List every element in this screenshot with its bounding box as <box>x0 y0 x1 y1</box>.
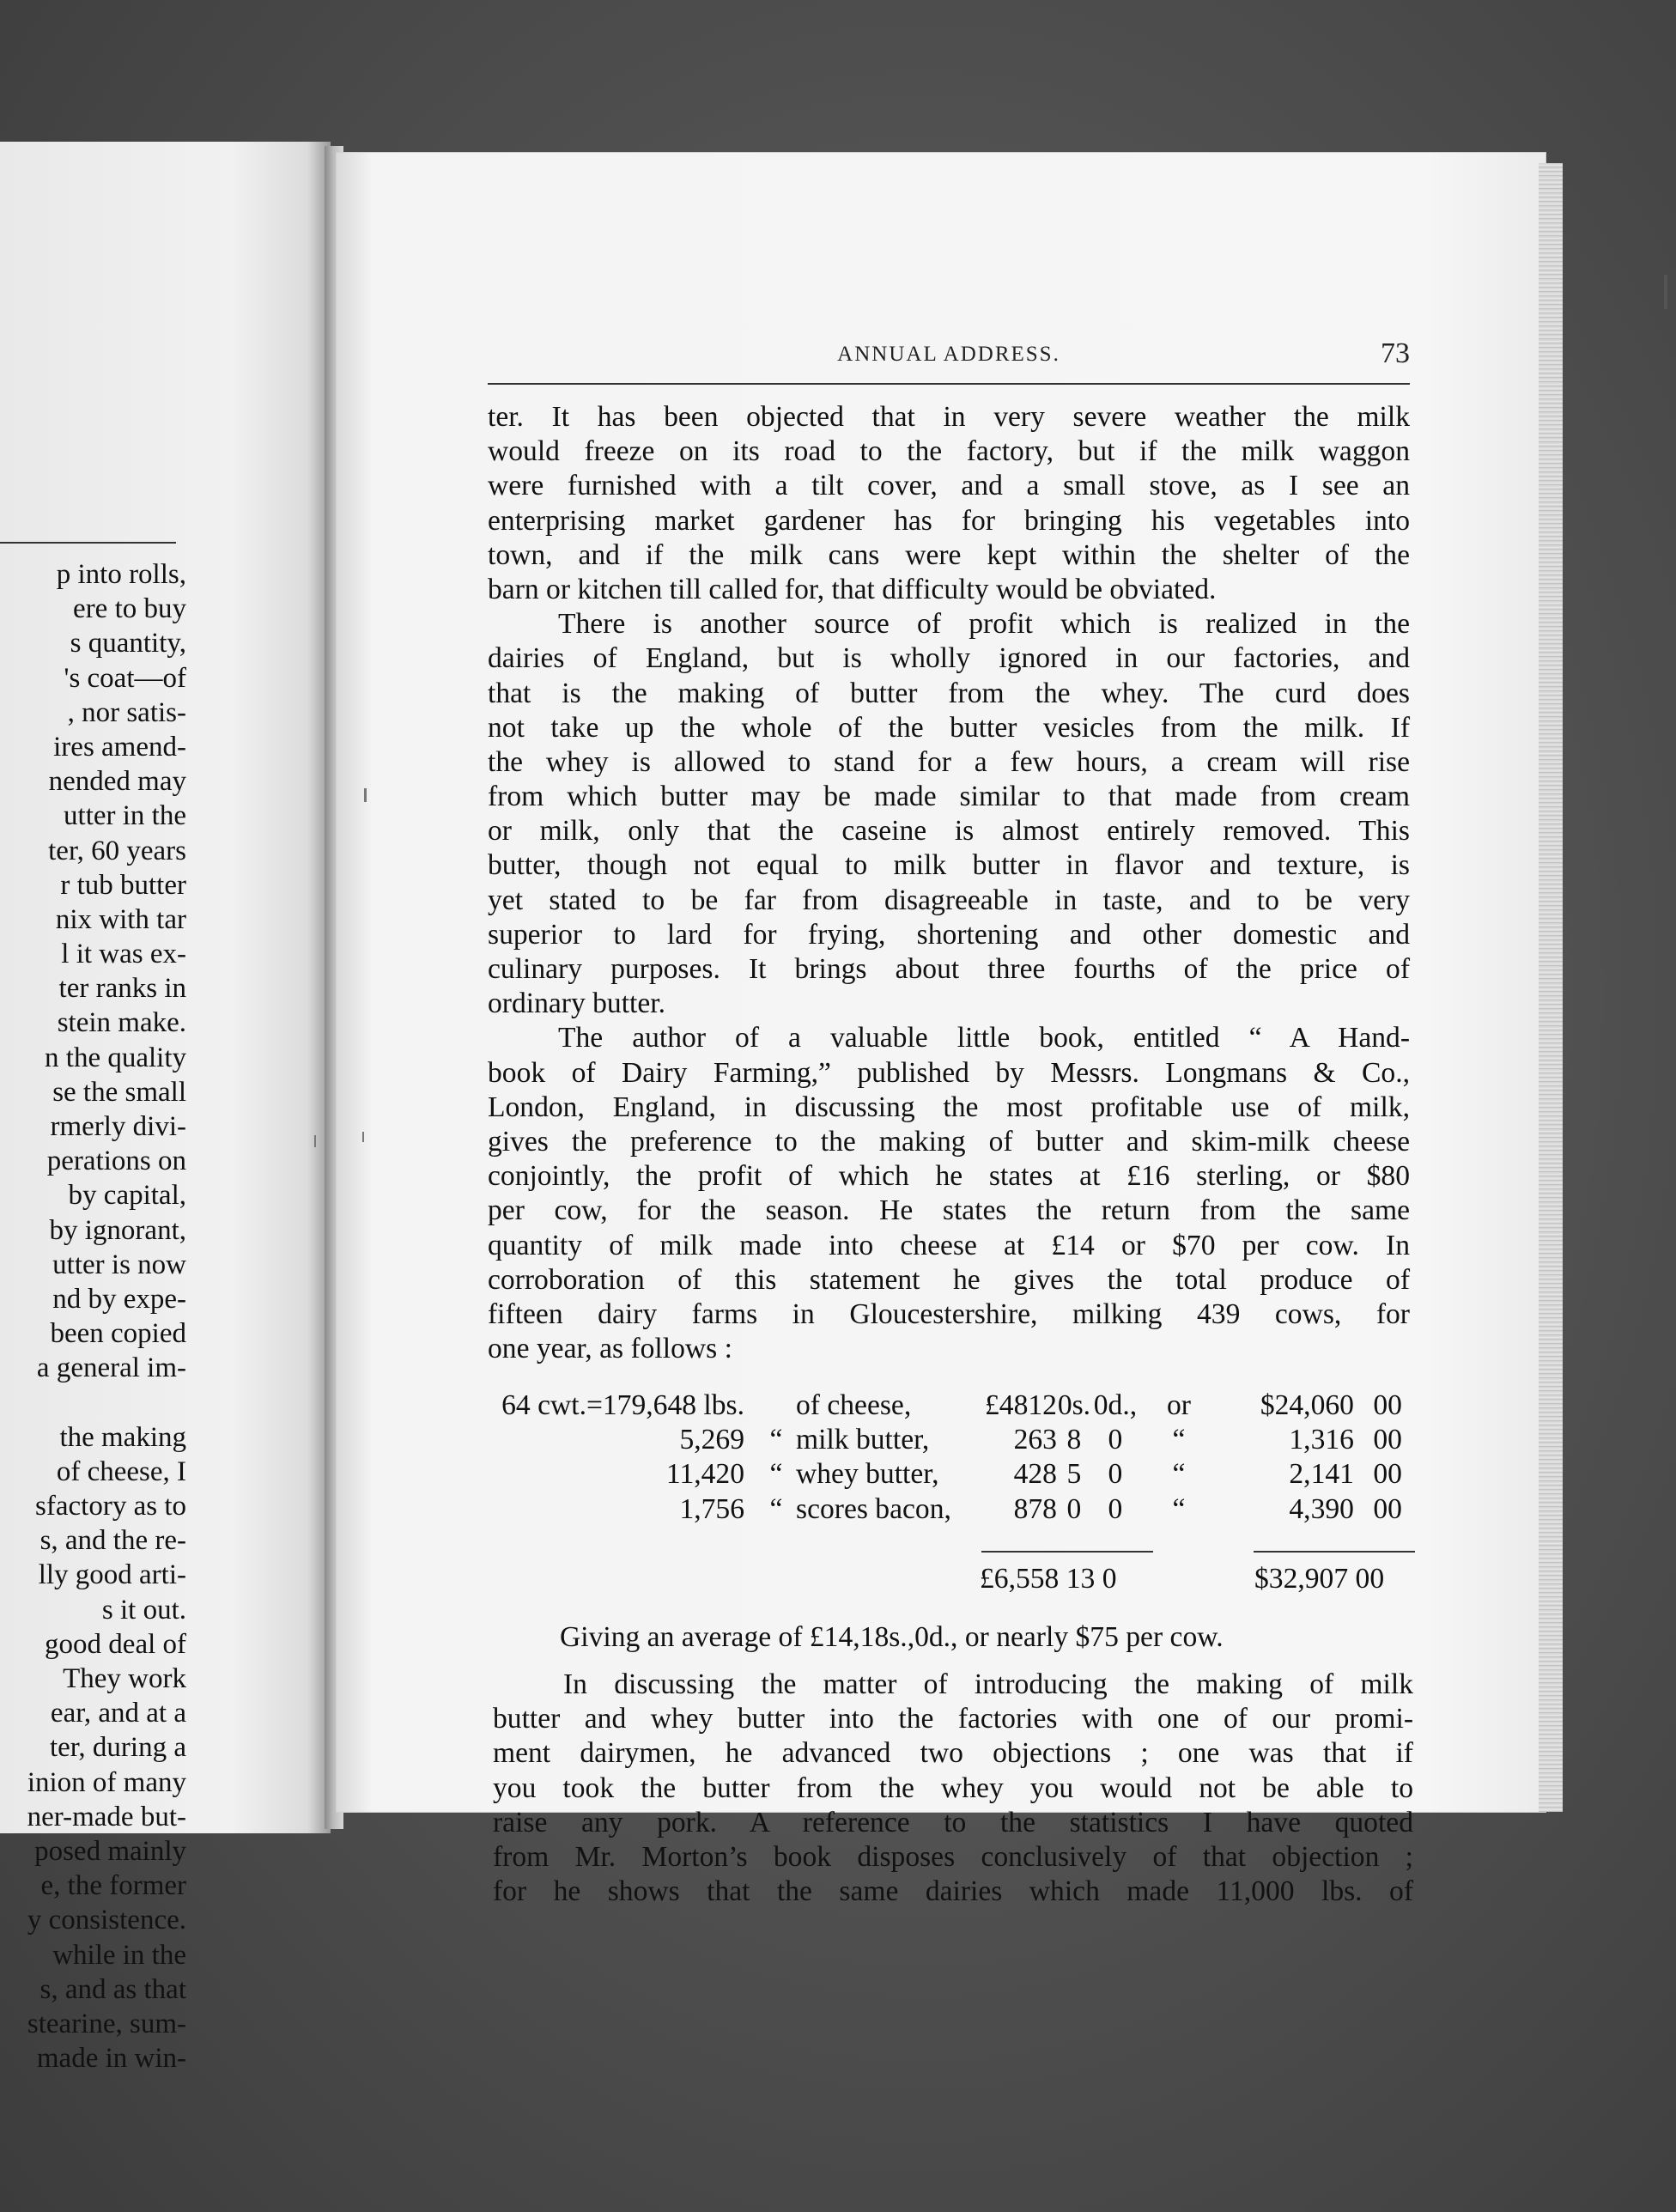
text-line: London, England, in discussing the most profitable use of milk, <box>488 1091 1410 1123</box>
left-page-line: by capital, <box>68 1180 186 1212</box>
produce-table-block <box>483 1389 1415 1528</box>
table-cell-shillings: 0 <box>1066 1492 1082 1525</box>
text-line: for he shows that the same dairies which made 11,000 lbs. of <box>493 1875 1413 1908</box>
left-page-line: stein make. <box>57 1007 186 1039</box>
table-cell-item: scores bacon, <box>796 1492 951 1525</box>
table-cell-item: of cheese, <box>796 1389 912 1421</box>
table-cell-shillings: 5 <box>1066 1458 1082 1491</box>
left-page-line: while in the <box>52 1939 186 1971</box>
table-cell-shillings: 0s. <box>1057 1389 1091 1421</box>
text-line: In discussing the matter of introducing the making of milk <box>563 1668 1413 1700</box>
table-cell-dollars: 1,316 <box>1289 1424 1354 1456</box>
text-line: ment dairymen, he advanced two objections ; one was that if <box>493 1737 1413 1770</box>
table-cell-pounds: 878 <box>1013 1492 1057 1525</box>
left-page-line: e, the former <box>40 1870 186 1902</box>
left-page-line: se the small <box>52 1076 186 1108</box>
produce-table <box>483 1389 1402 1528</box>
text-line: were furnished with a tilt cover, and a small stove, as I see an <box>488 470 1410 502</box>
left-page-line: been copied <box>50 1318 186 1350</box>
table-cell-pounds: 263 <box>1013 1424 1057 1456</box>
dollar-total: $32,907 00 <box>1254 1563 1385 1595</box>
table-cell-cents: 00 <box>1373 1389 1402 1421</box>
text-line: ordinary butter. <box>488 988 666 1020</box>
left-page-line: p into rolls, <box>56 559 186 590</box>
left-page-line: perations on <box>46 1146 186 1177</box>
text-line: ter. It has been objected that in very severe weather the milk <box>488 401 1410 433</box>
left-page-line: s, and as that <box>39 1973 186 2005</box>
left-page-text-fragments <box>0 557 186 2075</box>
text-line: gives the preference to the making of butter and skim-milk cheese <box>488 1125 1410 1158</box>
left-page-line: stearine, sum- <box>27 2008 186 2039</box>
table-cell-ditto: “ <box>769 1458 783 1491</box>
closing-paragraph <box>493 1668 1413 1909</box>
left-page-line: sfactory as to <box>35 1491 186 1522</box>
text-line: corroboration of this statement he gives the total produce of <box>488 1263 1410 1296</box>
text-line: from Mr. Morton’s book disposes conclusively of that objection ; <box>493 1840 1413 1873</box>
left-page-line: ner-made but- <box>27 1801 186 1832</box>
table-cell-quantity: 64 cwt.=179,648 lbs. <box>501 1389 744 1421</box>
text-line: the whey is allowed to stand for a few hours, a cream will rise <box>488 745 1410 778</box>
left-page-line: the making <box>59 1421 186 1453</box>
left-page-line: ires amend- <box>53 731 186 763</box>
left-page-line: nd by expe- <box>52 1283 186 1315</box>
table-cell-quantity: 1,756 <box>679 1492 744 1525</box>
table-cell-item: milk butter, <box>796 1424 930 1456</box>
left-page-line: , nor satis- <box>67 696 186 728</box>
left-page-line: l it was ex- <box>61 939 186 970</box>
left-page-line: They work <box>63 1663 186 1694</box>
text-line: that is the making of butter from the whey. The curd does <box>488 677 1410 709</box>
table-cell-dollars: 4,390 <box>1289 1492 1354 1525</box>
table-cell-cents: 00 <box>1373 1492 1402 1525</box>
page-number: 73 <box>1381 337 1410 369</box>
left-page-line: of cheese, I <box>56 1455 186 1487</box>
table-cell-pounds: £4812 <box>985 1389 1057 1421</box>
table-cell-quantity: 11,420 <box>665 1458 744 1491</box>
text-line: superior to lard for frying, shortening and other domestic and <box>488 918 1410 951</box>
text-line: fifteen dairy farms in Gloucestershire, milking 439 cows, for <box>488 1297 1410 1330</box>
table-cell-shillings: 8 <box>1066 1424 1082 1456</box>
text-line: per cow, for the season. He states the return from the same <box>488 1194 1410 1227</box>
paragraph <box>488 607 1410 1021</box>
text-line: town, and if the milk cans were kept within the shelter of the <box>488 538 1410 571</box>
table-cell-pence: 0d., <box>1093 1389 1138 1421</box>
left-page-line: by ignorant, <box>49 1214 186 1246</box>
left-page-line: utter in the <box>64 800 186 832</box>
table-cell-ditto: “ <box>769 1492 783 1525</box>
text-line: quantity of milk made into cheese at £14 or $70 per cow. In <box>488 1229 1410 1261</box>
left-page-line: ere to buy <box>73 593 186 625</box>
left-page-line: ear, and at a <box>50 1698 186 1729</box>
sterling-total-rule <box>981 1551 1153 1553</box>
table-cell-cents: 00 <box>1373 1458 1402 1491</box>
left-page-line: ter, during a <box>49 1732 186 1764</box>
page-header <box>488 337 1410 382</box>
text-line: dairies of England, but is wholly ignored in our factories, and <box>488 642 1410 675</box>
dollar-total-rule <box>1254 1551 1415 1553</box>
text-line: conjointly, the profit of which he states at £16 sterling, or $80 <box>488 1160 1410 1193</box>
left-page-line: s, and the re- <box>39 1525 186 1557</box>
left-page-line: y consistence. <box>27 1905 186 1936</box>
left-page-line: ter ranks in <box>58 973 186 1005</box>
left-page-line: 's coat—of <box>64 662 186 694</box>
table-cell-item: whey butter, <box>796 1458 939 1491</box>
text-line: culinary purposes. It brings about three fourths of the price of <box>488 953 1410 985</box>
scan-speck <box>1664 275 1667 309</box>
left-page-rule <box>0 542 176 544</box>
table-cell-or: “ <box>1172 1458 1186 1491</box>
table-row <box>483 1424 1402 1458</box>
text-line: book of Dairy Farming,” published by Messrs. Longmans & Co., <box>488 1056 1410 1089</box>
table-cell-or: “ <box>1172 1424 1186 1456</box>
table-cell-ditto <box>756 1389 796 1424</box>
table-row <box>483 1458 1402 1492</box>
left-page-line: inion of many <box>27 1766 186 1798</box>
left-page-line: r tub butter <box>60 869 186 901</box>
text-line: from which butter may be made similar to that made from cream <box>488 781 1410 813</box>
left-page-line: s it out. <box>101 1594 186 1626</box>
page-edges <box>1539 163 1563 1812</box>
table-cell-cents: 00 <box>1373 1424 1402 1456</box>
left-page-line: lly good arti- <box>38 1559 186 1591</box>
left-page-line: rmerly divi- <box>50 1111 186 1142</box>
table-cell-dollars: $24,060 <box>1260 1389 1354 1421</box>
left-page-line: good deal of <box>45 1628 186 1660</box>
text-line: not take up the whole of the butter vesicles from the milk. If <box>488 711 1410 744</box>
left-page-line: utter is now <box>52 1249 186 1280</box>
left-page-line: nix with tar <box>55 903 186 935</box>
header-rule <box>488 383 1410 385</box>
table-cell-pounds: 428 <box>1013 1458 1057 1491</box>
paragraph <box>488 400 1410 607</box>
text-line: There is another source of profit which is realized in the <box>558 608 1410 641</box>
table-cell-pence: 0 <box>1108 1424 1123 1456</box>
text-line: butter and whey butter into the factories with one of our promi- <box>493 1703 1413 1735</box>
left-page-line: s quantity, <box>70 628 186 659</box>
table-cell-or: “ <box>1172 1492 1186 1525</box>
text-line: barn or kitchen till called for, that difficulty would be obviated. <box>488 573 1217 605</box>
text-line: butter, though not equal to milk butter in flavor and texture, is <box>488 849 1410 882</box>
left-page-line: ter, 60 years <box>48 835 186 866</box>
scan-speck <box>364 788 367 802</box>
table-row <box>483 1493 1402 1528</box>
left-page-line: a general im- <box>36 1352 186 1384</box>
scan-speck <box>362 1132 364 1142</box>
table-cell-quantity: 5,269 <box>679 1424 744 1456</box>
text-line: one year, as follows : <box>488 1333 732 1365</box>
left-page-line <box>0 1386 186 1420</box>
running-title: ANNUAL ADDRESS. <box>837 343 1060 366</box>
left-page-line: posed mainly <box>34 1835 186 1867</box>
left-facing-page <box>0 142 331 2075</box>
text-line: you took the butter from the whey you would not be able to <box>493 1771 1413 1804</box>
scan-speck <box>314 1135 316 1147</box>
text-line: The author of a valuable little book, entitled “ A Hand- <box>558 1022 1410 1054</box>
average-line: Giving an average of £14,18s.,0d., or nearly $75 per cow. <box>560 1621 1224 1653</box>
table-cell-ditto: “ <box>769 1424 783 1456</box>
text-line: or milk, only that the caseine is almost entirely removed. This <box>488 815 1410 848</box>
text-line: enterprising market gardener has for bringing his vegetables into <box>488 504 1410 537</box>
table-cell-pence: 0 <box>1108 1458 1123 1491</box>
table-cell-dollars: 2,141 <box>1289 1458 1354 1491</box>
table-cell-or: or <box>1166 1389 1191 1421</box>
text-line: raise any pork. A reference to the statistics I have quoted <box>493 1806 1413 1838</box>
totals-row <box>483 1563 1415 1599</box>
text-line: would freeze on its road to the factory, but if the milk waggon <box>488 435 1410 468</box>
text-line: yet stated to be far from disagreeable in taste, and to be very <box>488 884 1410 916</box>
sterling-total: £6,558 13 0 <box>980 1563 1117 1595</box>
left-page-line: n the quality <box>45 1042 186 1073</box>
paragraph <box>488 1021 1410 1366</box>
left-page-line: made in win- <box>36 2043 186 2075</box>
table-cell-pence: 0 <box>1108 1492 1123 1525</box>
left-page-line: nended may <box>48 766 186 798</box>
table-row <box>483 1389 1402 1424</box>
main-body-text <box>488 400 1410 1366</box>
